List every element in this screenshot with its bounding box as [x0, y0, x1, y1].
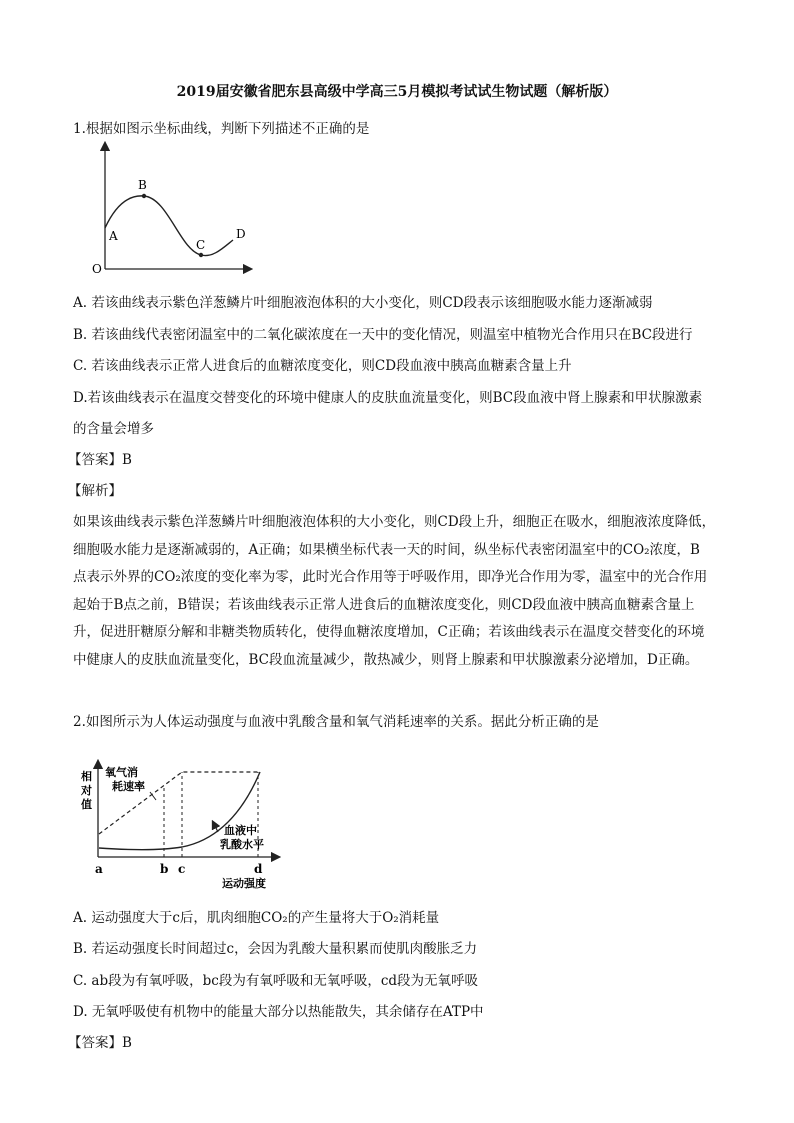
- document-title: 2019届安徽省肥东县高级中学高三5月模拟考试试生物试题（解析版）: [176, 84, 618, 100]
- q2-tick-b: b: [160, 862, 169, 876]
- q1-analysis-line: 细胞吸水能力是逐渐减弱的，A正确；如果横坐标代表一天的时间，纵坐标代表密闭温室中的CO₂浓度，B: [73, 542, 700, 558]
- q1-analysis-line: 升，促进肝糖原分解和非糖类物质转化，使得血糖浓度增加，C正确；若该曲线表示在温度交替变化的环境: [73, 624, 705, 640]
- q2-option-c: C. ab段为有氧呼吸，bc段为有氧呼吸和无氧呼吸，cd段为无氧呼吸: [73, 973, 479, 989]
- q1-stem: 1.根据如图示坐标曲线，判断下列描述不正确的是: [73, 121, 370, 137]
- q2-y-label: 相: [81, 770, 92, 783]
- q2-option-d: D. 无氧呼吸使有机物中的能量大部分以热能散失，其余储存在ATP中: [73, 1004, 484, 1020]
- q2-tick-a: a: [95, 862, 103, 876]
- q1-label-c: C: [196, 238, 206, 252]
- q1-analysis-line: 如果该曲线表示紫色洋葱鳞片叶细胞液泡体积的大小变化，则CD段上升，细胞正在吸水，细胞液浓度降低，: [73, 514, 716, 530]
- q2-o2-pointer: [150, 792, 156, 800]
- q1-analysis-line: 中健康人的皮肤血流量变化，BC段血流量减少，散热减少，则肾上腺素和甲状腺激素分泌增加，D正确。: [73, 652, 699, 668]
- q1-figure: [88, 140, 258, 280]
- q2-x-label: 运动强度: [222, 877, 266, 890]
- q2-tick-c: c: [178, 862, 186, 876]
- q2-option-b: B. 若运动强度长时间超过c，会因为乳酸大量积累而使肌肉酸胀乏力: [73, 941, 478, 957]
- q1-answer: 【答案】B: [68, 452, 132, 468]
- q2-tick-d: d: [254, 862, 263, 876]
- q1-option-c: C. 若该曲线表示正常人进食后的血糖浓度变化，则CD段血液中胰高血糖素含量上升: [73, 358, 572, 374]
- q1-analysis-line: 点表示外界的CO₂浓度的变化率为零，此时光合作用等于呼吸作用，即净光合作用为零，温室中的光合作用: [73, 569, 708, 585]
- q2-option-a: A. 运动强度大于c后，肌肉细胞CO₂的产生量将大于O₂消耗量: [73, 910, 440, 926]
- q1-label-b: B: [138, 178, 147, 192]
- q1-option-a: A. 若该曲线表示紫色洋葱鳞片叶细胞液泡体积的大小变化，则CD段表示该细胞吸水能力逐渐减弱: [73, 295, 653, 311]
- q2-o2-label: 氧气消: [105, 766, 138, 779]
- q1-label-a: A: [109, 229, 118, 243]
- q2-lactate-pointer: [214, 824, 218, 832]
- q1-label-d: D: [236, 227, 246, 241]
- q1-point-b: [142, 194, 146, 198]
- q2-stem: 2.如图所示为人体运动强度与血液中乳酸含量和氧气消耗速率的关系。据此分析正确的是: [73, 714, 599, 730]
- q1-label-o: O: [92, 262, 102, 276]
- q1-point-c: [199, 253, 203, 257]
- q2-y-label: 值: [81, 798, 92, 811]
- q1-option-b: B. 若该曲线代表密闭温室中的二氧化碳浓度在一天中的变化情况，则温室中植物光合作用只在BC段进行: [73, 327, 693, 343]
- q2-lactate-label: 乳酸水平: [220, 838, 264, 851]
- q1-option-d: D.若该曲线表示在温度交替变化的环境中健康人的皮肤血流量变化，则BC段血液中肾上腺素和甲状腺激素: [73, 390, 703, 406]
- q2-lactate-label: 血液中: [224, 824, 257, 837]
- q1-option-d-cont: 的含量会增多: [73, 421, 154, 437]
- q2-o2-label: 耗速率: [112, 780, 145, 793]
- q2-figure: [78, 752, 288, 890]
- q1-analysis-label: 【解析】: [68, 483, 122, 499]
- q1-curve: [105, 196, 233, 256]
- q2-y-label: 对: [81, 784, 92, 797]
- q2-answer: 【答案】B: [68, 1035, 132, 1051]
- q1-analysis-line: 起始于B点之前，B错误；若该曲线表示正常人进食后的血糖浓度变化，则CD段血液中胰高血糖素含量上: [73, 597, 695, 613]
